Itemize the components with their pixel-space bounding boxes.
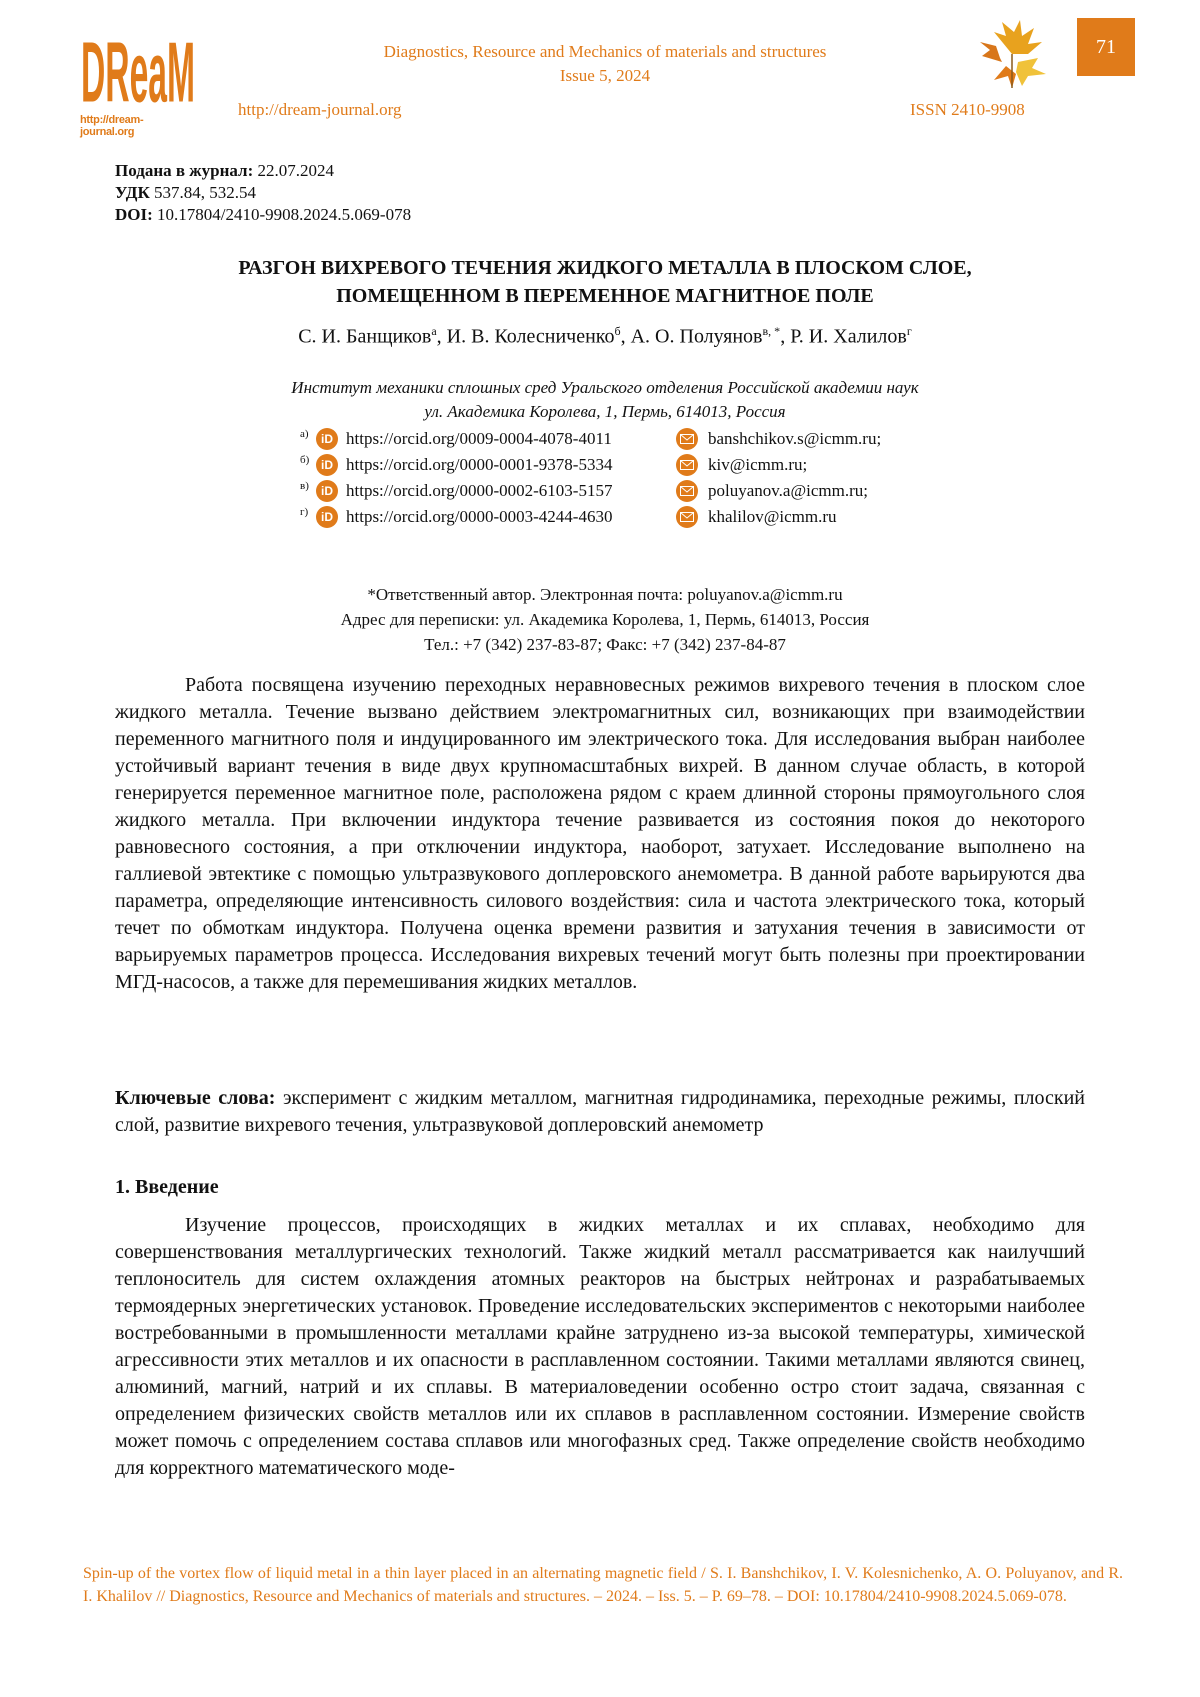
author-separator: , [620, 325, 631, 348]
orcid-link[interactable]: https://orcid.org/0000-0002-6103-5157 [346, 481, 613, 500]
author-name: А. О. Полуянов [630, 325, 763, 348]
orcid-link[interactable]: https://orcid.org/0009-0004-4078-4011 [346, 429, 612, 448]
orcid-icon: iD [316, 428, 338, 450]
affiliation-institute: Институт механики сплошных сред Уральского отделения Российской академии наук [291, 378, 919, 397]
title-line-2: ПОМЕЩЕННОМ В ПЕРЕМЕННОЕ МАГНИТНОЕ ПОЛЕ [336, 285, 874, 307]
author-name: И. В. Колесниченко [446, 325, 615, 348]
journal-title-line1: Diagnostics, Resource and Mechanics of materials and structures [383, 42, 827, 61]
submitted-date-row [115, 160, 411, 182]
author-separator: , [436, 325, 447, 348]
title-line-1: РАЗГОН ВИХРЕВОГО ТЕЧЕНИЯ ЖИДКОГО МЕТАЛЛА В ПЛОСКОМ СЛОЕ, [238, 257, 972, 279]
doi-row [115, 204, 411, 226]
journal-logo [80, 14, 196, 138]
email-icon [676, 454, 698, 476]
email-link[interactable]: banshchikov.s@icmm.ru; [708, 429, 882, 448]
author-affil-mark: б [614, 324, 621, 338]
issn: ISSN 2410-9908 [910, 100, 1025, 119]
author-name: Р. И. Халилов [790, 325, 907, 348]
logo-text: DReaM [80, 25, 195, 114]
logo-url: http://dream-journal.org [80, 114, 144, 138]
author-affil-mark: г [906, 324, 912, 338]
udk-value: 537.84, 532.54 [154, 183, 257, 202]
doi-value: 10.17804/2410-9908.2024.5.069-078 [157, 205, 412, 224]
dream-logo-mark [80, 14, 196, 114]
submitted-value: 22.07.2024 [257, 161, 334, 180]
keywords-label: Ключевые слова: [115, 1087, 276, 1109]
orcid-label: а) [300, 428, 309, 440]
author-affil-mark: а [431, 324, 437, 338]
journal-title [330, 40, 880, 88]
abstract [115, 672, 1085, 996]
orcid-label: г) [300, 506, 309, 518]
orcid-row [300, 452, 807, 478]
email-link[interactable]: kiv@icmm.ru; [708, 455, 808, 474]
orcid-icon: iD [316, 506, 338, 528]
keywords-text: эксперимент с жидким металлом, магнитная гидродинамика, переходные режимы, плоский слой, развитие вихревого течения, ультразвуковой доплеровский анемометр [115, 1087, 1086, 1136]
journal-site-link[interactable]: http://dream-journal.org [238, 100, 402, 119]
udk-row [115, 182, 411, 204]
contact-address: Адрес для переписки: ул. Академика Королева, 1, Пермь, 614013, Россия [340, 610, 870, 629]
author-affil-mark: в, * [762, 324, 781, 338]
udk-label: УДК [115, 183, 150, 202]
keywords [115, 1085, 1085, 1139]
journal-issue: Issue 5, 2024 [559, 66, 651, 85]
orcid-row [300, 426, 881, 452]
email-icon [676, 480, 698, 502]
orcid-icon: iD [316, 480, 338, 502]
abstract-text: Работа посвящена изучению переходных неравновесных режимов вихревого течения в плоском слое жидкого металла. Течение вызвано действием электромагнитных сил, возникающих при взаимодействии переменного магнитного поля и индуцированного им электрического тока. Для исследования выбран наиболее устойчивый вариант течения в виде двух крупномасштабных вихрей. В данном случае область, в которой генерируется переменное магнитное поле, расположена рядом с краем длинной стороны прямоугольного слоя жидкого металла. При включении индуктора течение развивается из состояния покоя до некоторого равновесного состояния, а при отключении индуктора, наоборот, затухает. Исследование выполнено на галлиевой эвтектике с помощью ультразвукового доплеровского анемометра. В данной работе варьируются два параметра, определяющие интенсивность силового воздействия: сила и частота электрического тока, который течет по обмоткам индуктора. Получена оценка времени развития и затухания течения в зависимости от варьируемых параметров процесса. Исследования вихревых течений могут быть полезны при проектировании МГД-насосов, а также для перемешивания жидких металлов. [115, 674, 1085, 993]
submitted-label: Подана в журнал: [115, 161, 254, 180]
intro-text: Изучение процессов, происходящих в жидких металлах и их сплавах, необходимо для совершенствования металлургических технологий. Также жидкий металл рассматривается как наилучший теплоноситель для систем охлаждения атомных реакторов на быстрых нейтронах и разрабатываемых термоядерных энергетических установок. Проведение исследовательских экспериментов с некоторыми наиболее востребованными в промышленности металлами крайне затруднено из-за высокой температуры, химической агрессивности этих металлов и их опасности в расплавленном состоянии. Такими металлами являются свинец, алюминий, магний, натрий и их сплавы. В материаловедении особенно остро стоит задача, связанная с определением физических свойств металлов или их сплавов в расплавленном состоянии. Измерение свойств может помочь с определением состава сплавов или многофазных сред. Также определение свойств необходимо для корректного математического моде- [115, 1214, 1085, 1479]
authors-line [130, 324, 1080, 349]
orcid-row [300, 478, 868, 504]
citation-footer: Spin-up of the vortex flow of liquid metal in a thin layer placed in an alternating magnetic field / S. I. Banshchikov, I. V. Kolesnichenko, A. O. Poluyanov, and R. I. Khalilov // Diagnostics, Resource and Mechanics of materials and structures. – 2024. – Iss. 5. – P. 69–78. – DOI: 10.17804/2410-9908.2024.5.069-078. [83, 1565, 1123, 1605]
author-name: С. И. Банщиков [298, 325, 432, 348]
leaves-icon [972, 18, 1052, 90]
orcid-link[interactable]: https://orcid.org/0000-0003-4244-4630 [346, 507, 613, 526]
orcid-link[interactable]: https://orcid.org/0000-0001-9378-5334 [346, 455, 613, 474]
contact-phone: Тел.: +7 (342) 237-83-87; Факс: +7 (342) 237-84-87 [424, 635, 786, 654]
page-number: 71 [1077, 18, 1135, 76]
email-icon [676, 506, 698, 528]
article-meta [115, 160, 411, 226]
affiliation [130, 376, 1080, 424]
orcid-row [300, 504, 837, 530]
introduction [115, 1212, 1085, 1482]
section-heading: 1. Введение [115, 1176, 219, 1198]
email-icon [676, 428, 698, 450]
orcid-icon: iD [316, 454, 338, 476]
affiliation-address: ул. Академика Королева, 1, Пермь, 614013, Россия [424, 402, 786, 421]
contact-email: *Ответственный автор. Электронная почта: poluyanov.a@icmm.ru [367, 585, 843, 604]
orcid-label: в) [300, 480, 309, 492]
email-link[interactable]: poluyanov.a@icmm.ru; [708, 481, 868, 500]
author-separator: , [780, 325, 791, 348]
email-link[interactable]: khalilov@icmm.ru [708, 507, 837, 526]
article-title [130, 254, 1080, 310]
corresponding-author [130, 582, 1080, 657]
doi-label: DOI: [115, 205, 153, 224]
orcid-label: б) [300, 454, 310, 466]
